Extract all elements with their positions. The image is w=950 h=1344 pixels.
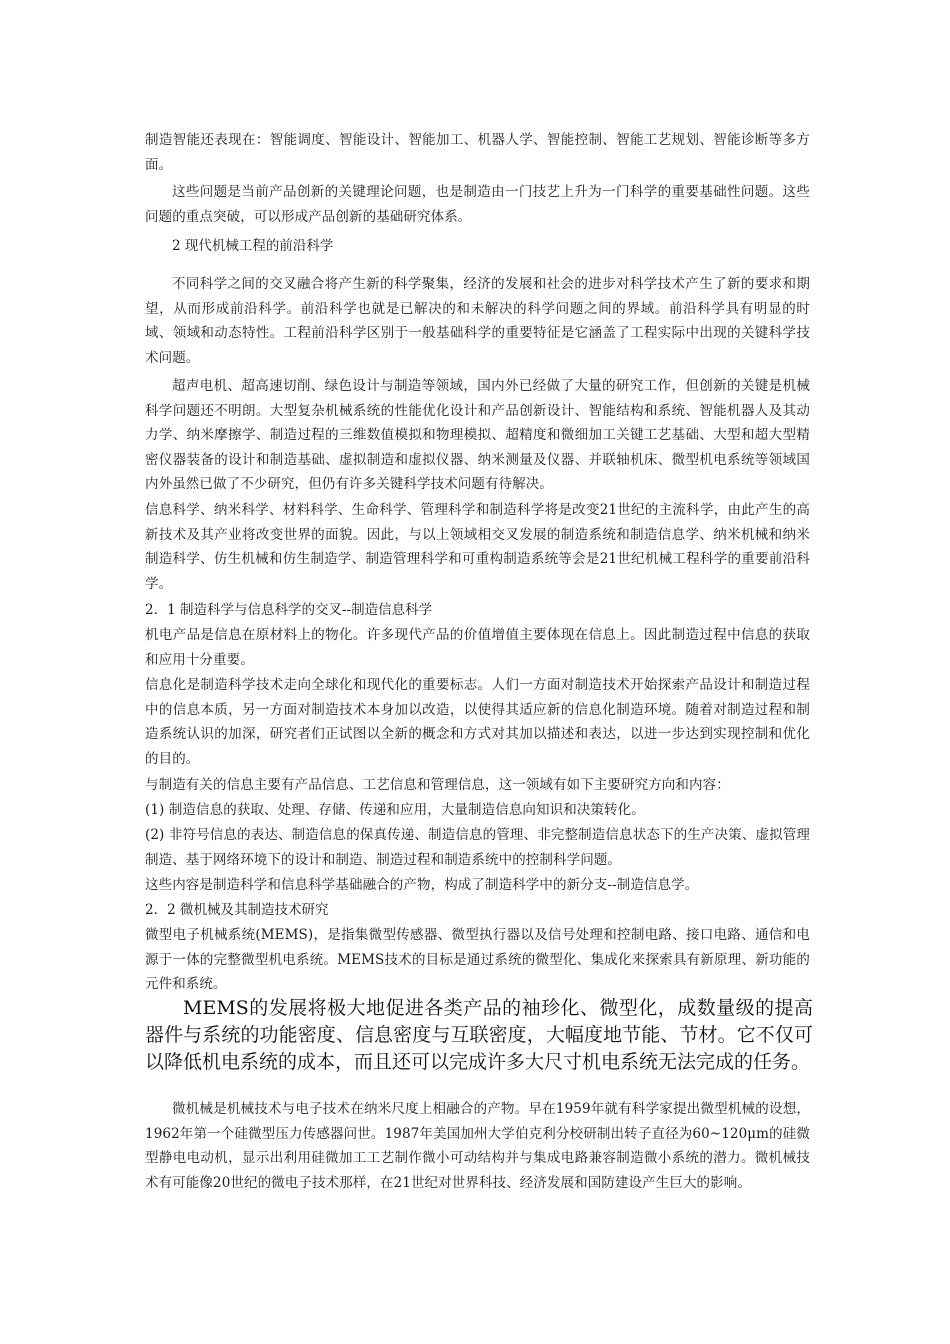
paragraph-frontier-definition: 不同科学之间的交叉融合将产生新的科学聚集，经济的发展和社会的进步对科学技术产生了新的要求和期望，从而形成前沿科学。前沿科学也就是已解决的和未解决的科学问题之间的界域。前沿科学具有明显的时域、领域和动态特性。工程前沿科学区别于一般基础科学的重要特征是它涵盖了工程实际中出现的关键科学技术问题。 (145, 276, 810, 366)
paragraph-informatization: 信息化是制造科学技术走向全球化和现代化的重要标志。人们一方面对制造技术开始探索产品设计和制造过程中的信息本质，另一方面对制造技术本身加以改造，以使得其适应新的信息化制造环境。随着对制造过程和制造系统认识的加深，研究者们正试图以全新的概念和方式对其加以描述和表达，以进一步达到实现控制和优化的目的。 (145, 677, 810, 767)
paragraph-mems-definition: 微型电子机械系统(MEMS)，是指集微型传感器、微型执行器以及信号处理和控制电路、接口电路、通信和电源于一体的完整微型机电系统。MEMS技术的目标是通过系统的微型化、集成化来探索具有新原理、新功能的元件和系统。 (145, 927, 810, 992)
paragraph-micromachinery: 微机械是机械技术与电子技术在纳米尺度上相融合的产物。早在1959年就有科学家提出微型机械的设想，1962年第一个硅微型压力传感器问世。1987年美国加州大学伯克利分校研制出转子直径为60~120μm的硅微型静电电动机，显示出利用硅微加工工艺制作微小可动结构并与集成电路兼容制造微小系统的潜力。微机械技术有可能像20世纪的微电子技术那样，在21世纪对世界科技、经济发展和国防建设产生巨大的影响。 (145, 1101, 810, 1191)
subsection-heading-2-1: 2．1 制造科学与信息科学的交叉--制造信息科学 (145, 602, 433, 618)
paragraph-manufacturing-intelligence: 制造智能还表现在：智能调度、智能设计、智能加工、机器人学、智能控制、智能工艺规划、智能诊断等多方面。 (145, 132, 810, 173)
subsection-heading-2-2: 2．2 微机械及其制造技术研究 (145, 902, 329, 918)
paragraph-research-fields: 超声电机、超高速切削、绿色设计与制造等领域，国内外已经做了大量的研究工作，但创新的关键是机械科学问题还不明朗。大型复杂机械系统的性能优化设计和产品创新设计、智能结构和系统、智能机器人及其动力学、纳米摩擦学、制造过程的三维数值模拟和物理模拟、超精度和微细加工关键工艺基础、大型和超大型精密仪器装备的设计和制造基础、虚拟制造和虚拟仪器、纳米测量及仪器、并联轴机床、微型机电系统等领域国内外虽然已做了不少研究，但仍有许多关键科学技术问题有待解决。 (145, 378, 810, 492)
section-heading-frontier-science: 2 现代机械工程的前沿科学 (172, 238, 334, 254)
paragraph-product-information: 机电产品是信息在原材料上的物化。许多现代产品的价值增值主要体现在信息上。因此制造过程中信息的获取和应用十分重要。 (145, 627, 810, 668)
paragraph-mainstream-sciences: 信息科学、纳米科学、材料科学、生命科学、管理科学和制造科学将是改变21世纪的主流科学，由此产生的高新技术及其产业将改变世界的面貌。因此，与以上领域相交叉发展的制造系统和制造信息学、纳米机械和纳米制造科学、仿生机械和仿生制造学、制造管理科学和可重构制造系统等会是21世纪机械工程科学的重要前沿科学。 (145, 502, 810, 592)
list-item-1: (1) 制造信息的获取、处理、存储、传递和应用，大量制造信息向知识和决策转化。 (145, 802, 645, 818)
list-item-2: (2) 非符号信息的表达、制造信息的保真传递、制造信息的管理、非完整制造信息状态下的生产决策、虚拟管理制造、基于网络环境下的设计和制造、制造过程和制造系统中的控制科学问题。 (145, 827, 810, 868)
paragraph-information-types: 与制造有关的信息主要有产品信息、工艺信息和管理信息，这一领域有如下主要研究方向和内容： (145, 777, 730, 793)
paragraph-key-problems: 这些问题是当前产品创新的关键理论问题，也是制造由一门技艺上升为一门科学的重要基础性问题。这些问题的重点突破，可以形成产品创新的基础研究体系。 (145, 184, 810, 225)
paragraph-mems-development-large: MEMS的发展将极大地促进各类产品的袖珍化、微型化，成数量级的提高器件与系统的功能密度、信息密度与互联密度，大幅度地节能、节材。它不仅可以降低机电系统的成本，而且还可以完成许多大尺寸机电系统无法完成的任务。 (145, 997, 813, 1073)
paragraph-manufacturing-informatics: 这些内容是制造科学和信息科学基础融合的产物，构成了制造科学中的新分支--制造信息学。 (145, 877, 699, 893)
